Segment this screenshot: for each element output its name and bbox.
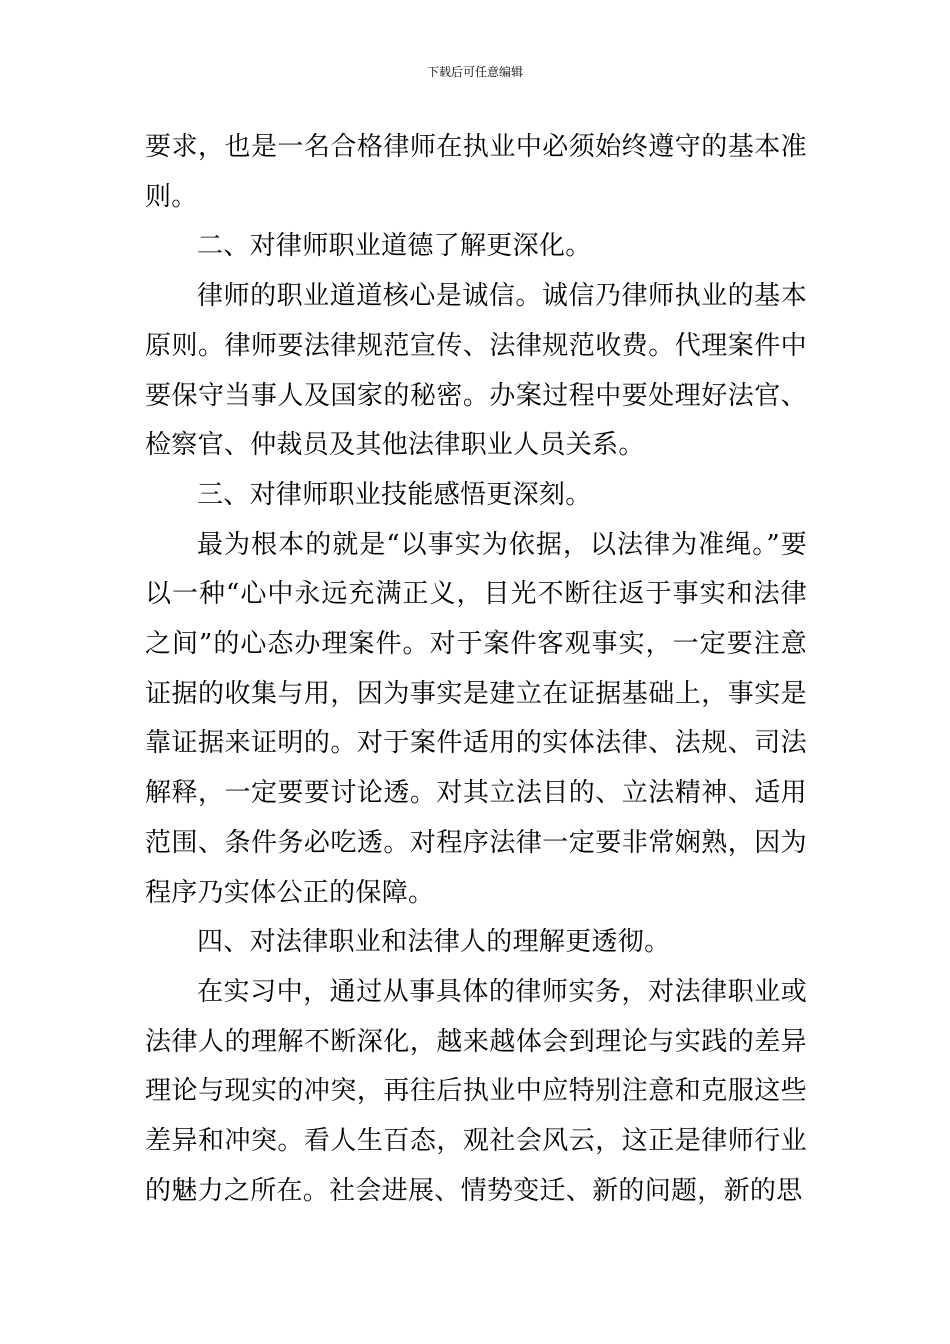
paragraph: 律师的职业道道核心是诚信。诚信乃律师执业的基本原则。律师要法律规范宣传、法律规范收费。代理案件中要保守当事人及国家的秘密。办案过程中要处理好法官、检察官、仲裁员及其他法律职业人员关系。 <box>145 281 807 461</box>
paragraph: 最为根本的就是“以事实为依据，以法律为准绳。”要以一种“心中永远充满正义，目光不断往返于事实和法律之间”的心态办理案件。对于案件客观事实，一定要注意证据的收集与用，因为事实是建立在证据基础上，事实是靠证据来证明的。对于案件适用的实体法律、法规、司法解释，一定要要讨论透。对其立法目的、立法精神、适用范围、条件务必吃透。对程序法律一定要非常娴熟，因为程序乃实体公正的保障。 <box>145 529 807 908</box>
section-heading: 三、对律师职业技能感悟更深刻。 <box>197 479 592 510</box>
section-heading: 四、对法律职业和法律人的理解更透彻。 <box>197 927 671 958</box>
document-body <box>145 123 807 1216</box>
page-header: 下载后可任意编辑 <box>426 65 523 79</box>
paragraph: 在实习中，通过从事具体的律师实务，对法律职业或法律人的理解不断深化，越来越体会到理论与实践的差异理论与现实的冲突，再往后执业中应特别注意和克服这些差异和冲突。看人生百态，观社会风云，这正是律师行业的魅力之所在。社会进展、情势变迁、新的问题，新的思 <box>145 976 807 1206</box>
paragraph: 要求，也是一名合格律师在执业中必须始终遵守的基本准则。 <box>145 132 807 212</box>
section-heading: 二、对律师职业道德了解更深化。 <box>197 231 592 262</box>
